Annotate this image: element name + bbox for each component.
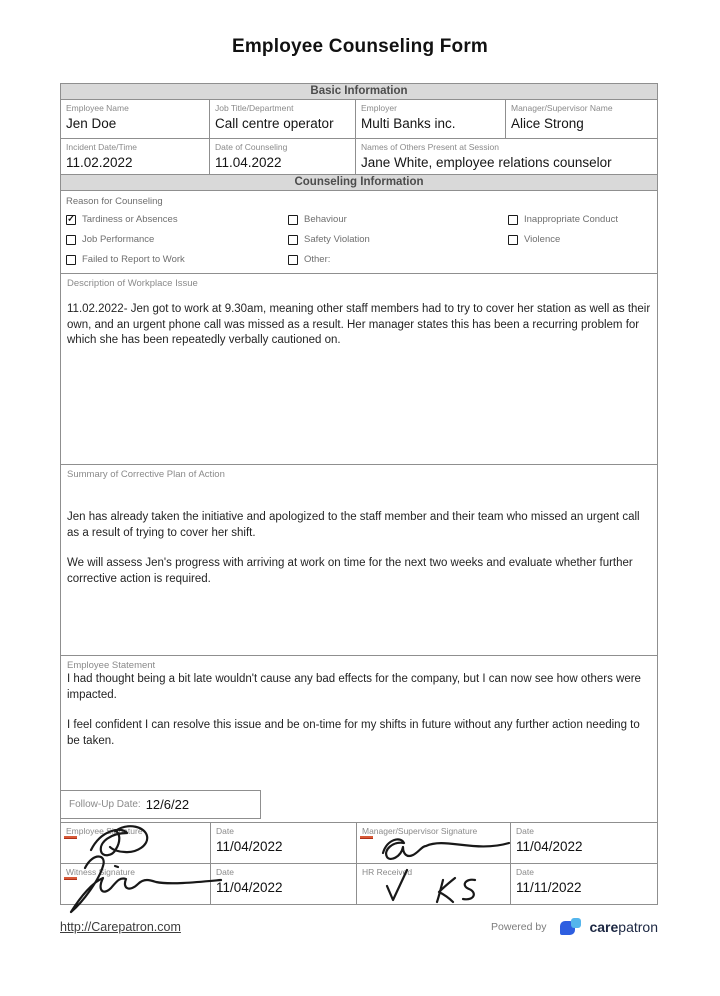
manager-signature-cell[interactable] <box>357 823 511 863</box>
manager-signature-date-cell[interactable] <box>511 823 657 863</box>
plan-paragraph: We will assess Jen's progress with arriving at work on time for the next two weeks and evaluate whether further corrective action is required. <box>67 557 633 585</box>
checkbox-other[interactable] <box>288 254 508 265</box>
checkbox-label: Behaviour <box>304 214 347 225</box>
checkbox-failed-to-report-to-work[interactable] <box>66 254 288 265</box>
basic-info-row-2 <box>60 138 658 175</box>
page-footer <box>60 917 658 937</box>
checkbox-behaviour[interactable] <box>288 214 508 225</box>
checkbox-label: Tardiness or Absences <box>82 214 178 225</box>
document-page <box>60 0 660 937</box>
follow-up-date-value[interactable]: 12/6/22 <box>145 797 190 812</box>
page-title: Employee Counseling Form <box>231 36 489 57</box>
reason-checkbox-grid <box>66 214 652 265</box>
checkbox-violence[interactable] <box>508 234 652 245</box>
date-value[interactable]: 11/04/2022 <box>216 839 283 854</box>
powered-by-group <box>491 917 658 937</box>
carepatron-wordmark <box>589 919 658 935</box>
checkbox-box[interactable] <box>508 235 518 245</box>
checkbox-label: Safety Violation <box>304 234 370 245</box>
checkbox-box[interactable] <box>508 215 518 225</box>
counseling-form <box>60 83 658 905</box>
field-others-present-at-session[interactable] <box>356 139 657 174</box>
section-header-basic-information: Basic Information <box>60 83 658 100</box>
basic-info-row-1 <box>60 99 658 139</box>
field-value[interactable]: Jane White, employee relations counselor <box>361 155 612 170</box>
date-value[interactable]: 11/04/2022 <box>216 880 283 895</box>
checkbox-label: Other: <box>304 254 331 265</box>
field-value[interactable]: Multi Banks inc. <box>361 116 456 131</box>
field-job-title-department[interactable] <box>210 100 356 138</box>
checkbox-box[interactable] <box>66 255 76 265</box>
date-label: Date <box>216 867 234 877</box>
signature-row-2 <box>60 863 658 905</box>
checkbox-label: Violence <box>524 234 561 245</box>
field-label: Manager/Supervisor Name <box>511 103 613 113</box>
checkbox-box[interactable] <box>66 215 76 225</box>
field-label: Date of Counseling <box>215 142 288 152</box>
checkbox-tardiness-or-absences[interactable] <box>66 214 288 225</box>
date-value[interactable]: 11/04/2022 <box>516 839 583 854</box>
checkbox-inappropriate-conduct[interactable] <box>508 214 652 225</box>
reason-for-counseling-label: Reason for Counseling <box>66 196 163 207</box>
signature-marker-icon <box>64 877 77 880</box>
date-label: Date <box>516 867 534 877</box>
follow-up-date-label: Follow-Up Date: <box>69 799 141 810</box>
description-paragraph: 11.02.2022- Jen got to work at 9.30am, meaning other staff members had to try to cover her station as well as their own, and an urgent phone call was missed as a result. Her manager states this has been a recurring problem for which she has been repeatedly verbally cautioned on. <box>67 303 651 346</box>
checkbox-box[interactable] <box>66 235 76 245</box>
field-date-of-counseling[interactable] <box>210 139 356 174</box>
employee-statement-text[interactable] <box>67 672 651 749</box>
checkmark-icon: ✓ <box>67 213 75 224</box>
field-employee-name[interactable] <box>61 100 210 138</box>
reason-for-counseling-section <box>60 190 658 274</box>
corrective-plan-label: Summary of Corrective Plan of Action <box>67 469 225 480</box>
plan-paragraph: Jen has already taken the initiative and apologized to the staff member and their team who missed an urgent call as a result of trying to cover her shift. <box>67 511 640 539</box>
signature-label: Witness Signature <box>66 867 135 877</box>
wordmark-bold: care <box>589 919 619 935</box>
field-label: Employer <box>361 103 397 113</box>
date-value[interactable]: 11/11/2022 <box>516 880 582 895</box>
hr-received-cell[interactable] <box>357 864 511 904</box>
witness-signature-date-cell[interactable] <box>211 864 357 904</box>
employee-statement-label: Employee Statement <box>67 660 156 671</box>
description-of-workplace-issue-section[interactable] <box>60 273 658 465</box>
witness-signature-cell[interactable] <box>61 864 211 904</box>
field-value[interactable]: Alice Strong <box>511 116 584 131</box>
corrective-plan-section[interactable] <box>60 464 658 656</box>
employee-statement-section[interactable] <box>60 655 658 823</box>
logo-light-bubble <box>571 918 581 928</box>
checkbox-label: Inappropriate Conduct <box>524 214 619 225</box>
employee-signature-date-cell[interactable] <box>211 823 357 863</box>
field-incident-date-time[interactable] <box>61 139 210 174</box>
checkbox-label: Job Performance <box>82 234 155 245</box>
field-employer[interactable] <box>356 100 506 138</box>
section-header-counseling-information: Counseling Information <box>60 174 658 191</box>
signature-marker-icon <box>360 836 373 839</box>
field-manager-supervisor-name[interactable] <box>506 100 657 138</box>
description-label: Description of Workplace Issue <box>67 278 198 289</box>
field-value[interactable]: Call centre operator <box>215 116 334 131</box>
date-label: Date <box>516 826 534 836</box>
checkbox-box[interactable] <box>288 235 298 245</box>
checkbox-label: Failed to Report to Work <box>82 254 185 265</box>
field-value[interactable]: Jen Doe <box>66 116 117 131</box>
signature-row-1 <box>60 822 658 864</box>
signature-label: Employee Signature <box>66 826 143 836</box>
field-value[interactable]: 11.02.2022 <box>66 155 133 170</box>
field-label: Incident Date/Time <box>66 142 138 152</box>
checkbox-safety-violation[interactable] <box>288 234 508 245</box>
checkbox-box[interactable] <box>288 215 298 225</box>
statement-paragraph: I feel confident I can resolve this issue and be on-time for my shifts in future without any further action needing to be taken. <box>67 719 640 747</box>
checkbox-job-performance[interactable] <box>66 234 288 245</box>
signature-label: HR Received <box>362 867 413 877</box>
wordmark-regular: patron <box>618 919 658 935</box>
signature-label: Manager/Supervisor Signature <box>362 826 478 836</box>
carepatron-link[interactable]: http://Carepatron.com <box>60 920 181 934</box>
date-label: Date <box>216 826 234 836</box>
field-label: Names of Others Present at Session <box>361 142 499 152</box>
carepatron-logo-icon <box>560 917 584 937</box>
powered-by-label: Powered by <box>491 921 547 933</box>
field-label: Job Title/Department <box>215 103 294 113</box>
field-value[interactable]: 11.04.2022 <box>215 155 282 170</box>
corrective-plan-text[interactable] <box>67 510 651 587</box>
checkbox-box[interactable] <box>288 255 298 265</box>
field-label: Employee Name <box>66 103 129 113</box>
description-text[interactable] <box>67 302 651 349</box>
statement-paragraph: I had thought being a bit late wouldn't cause any bad effects for the company, but I can now see how others were impacted. <box>67 673 641 701</box>
follow-up-date-box[interactable] <box>60 790 261 819</box>
signature-marker-icon <box>64 836 77 839</box>
hr-received-date-cell[interactable] <box>511 864 657 904</box>
employee-signature-cell[interactable] <box>61 823 211 863</box>
